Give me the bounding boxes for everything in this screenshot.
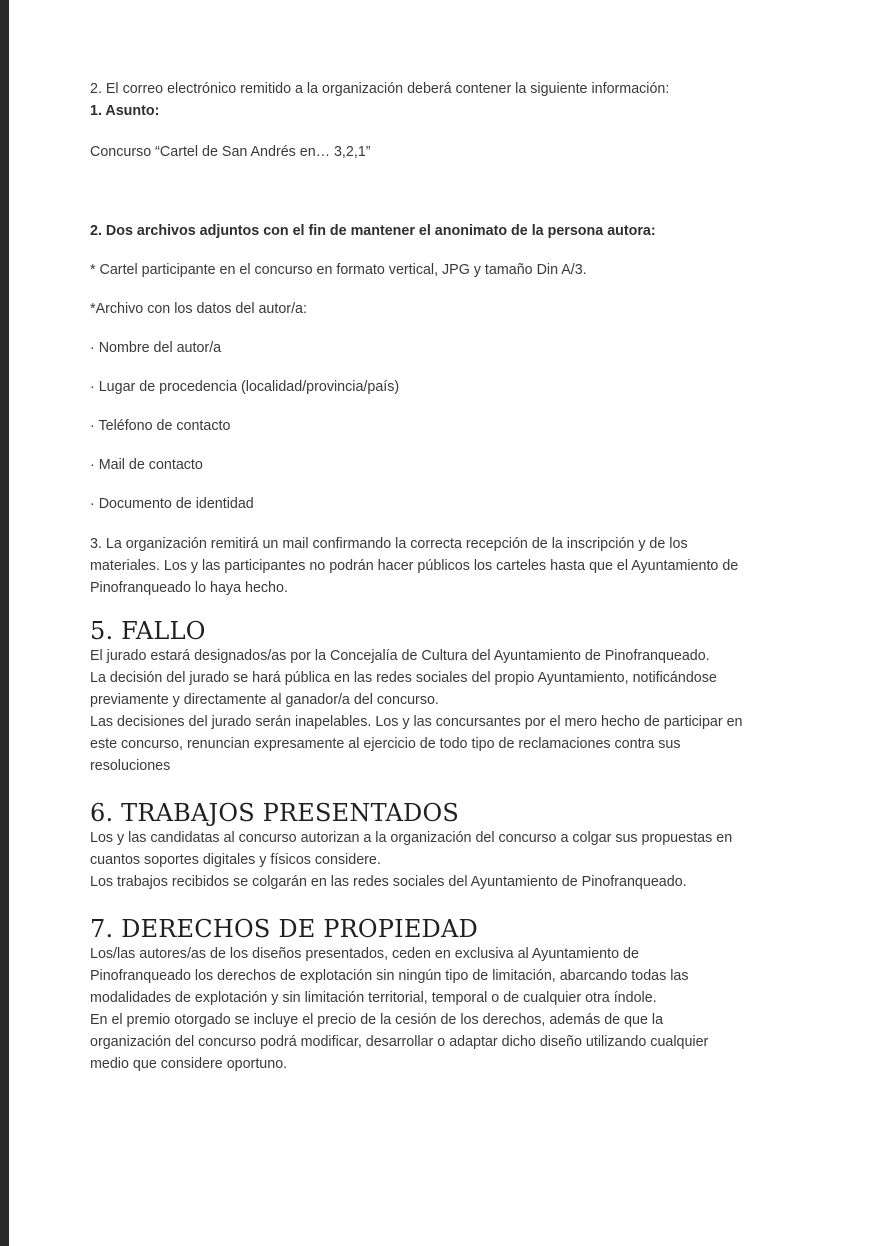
paragraph-line: resoluciones (90, 758, 171, 774)
section-6-title: 6. TRABAJOS PRESENTADOS (90, 799, 459, 827)
paragraph-line: medio que considere oportuno. (90, 1056, 288, 1072)
asunto-label: 1. Asunto: (90, 103, 160, 119)
asunto-value: Concurso “Cartel de San Andrés en… 3,2,1” (90, 144, 371, 160)
author-field: · Teléfono de contacto (90, 418, 231, 434)
paragraph-line: modalidades de explotación y sin limitación territorial, temporal o de cualquier otra índole. (90, 990, 657, 1006)
author-field: · Lugar de procedencia (localidad/provincia/país) (90, 379, 400, 395)
section-7-body (90, 943, 820, 1075)
paragraph-line: En el premio otorgado se incluye el precio de la cesión de los derechos, además de que la (90, 1012, 664, 1028)
paragraph-line: Los y las candidatas al concurso autorizan a la organización del concurso a colgar sus propuestas en (90, 830, 733, 846)
page-edge (0, 0, 9, 1246)
paragraph-line: Las decisiones del jurado serán inapelables. Los y las concursantes por el mero hecho de participar en (90, 714, 743, 730)
document-body (90, 78, 820, 1075)
paragraph-line: este concurso, renuncian expresamente al ejercicio de todo tipo de reclamaciones contra sus (90, 736, 681, 752)
attachments-heading: 2. Dos archivos adjuntos con el fin de mantener el anonimato de la persona autora: (90, 223, 656, 239)
paragraph-line: Los/las autores/as de los diseños presentados, ceden en exclusiva al Ayuntamiento de (90, 946, 639, 962)
paragraph-line: previamente y directamente al ganador/a del concurso. (90, 692, 439, 708)
author-field: · Mail de contacto (90, 457, 203, 473)
paragraph-line: 3. La organización remitirá un mail confirmando la correcta recepción de la inscripción y de los (90, 536, 688, 552)
paragraph-line: El jurado estará designados/as por la Concejalía de Cultura del Ayuntamiento de Pinofranqueado. (90, 648, 710, 664)
attachment-item-poster: * Cartel participante en el concurso en formato vertical, JPG y tamaño Din A/3. (90, 262, 587, 278)
confirmation-paragraph (90, 533, 820, 599)
author-field: · Documento de identidad (90, 496, 254, 512)
paragraph-line: Pinofranqueado lo haya hecho. (90, 580, 288, 596)
paragraph-line: cuantos soportes digitales y físicos considere. (90, 852, 381, 868)
section-5-title: 5. FALLO (90, 617, 206, 645)
paragraph-line: La decisión del jurado se hará pública en las redes sociales del propio Ayuntamiento, notificándose (90, 670, 717, 686)
paragraph-line: materiales. Los y las participantes no podrán hacer públicos los carteles hasta que el Ayuntamiento de (90, 558, 739, 574)
section-7-title: 7. DERECHOS DE PROPIEDAD (90, 915, 478, 943)
section-5-body (90, 645, 820, 777)
intro-line: 2. El correo electrónico remitido a la organización deberá contener la siguiente información: (90, 81, 670, 97)
section-6-body (90, 827, 820, 893)
paragraph-line: Pinofranqueado los derechos de explotación sin ningún tipo de limitación, abarcando todas las (90, 968, 689, 984)
paragraph-line: organización del concurso podrá modificar, desarrollar o adaptar dicho diseño utilizando cualquier (90, 1034, 709, 1050)
paragraph-line: Los trabajos recibidos se colgarán en las redes sociales del Ayuntamiento de Pinofranqueado. (90, 874, 687, 890)
author-field: · Nombre del autor/a (90, 340, 222, 356)
attachment-item-author-data: *Archivo con los datos del autor/a: (90, 301, 307, 317)
